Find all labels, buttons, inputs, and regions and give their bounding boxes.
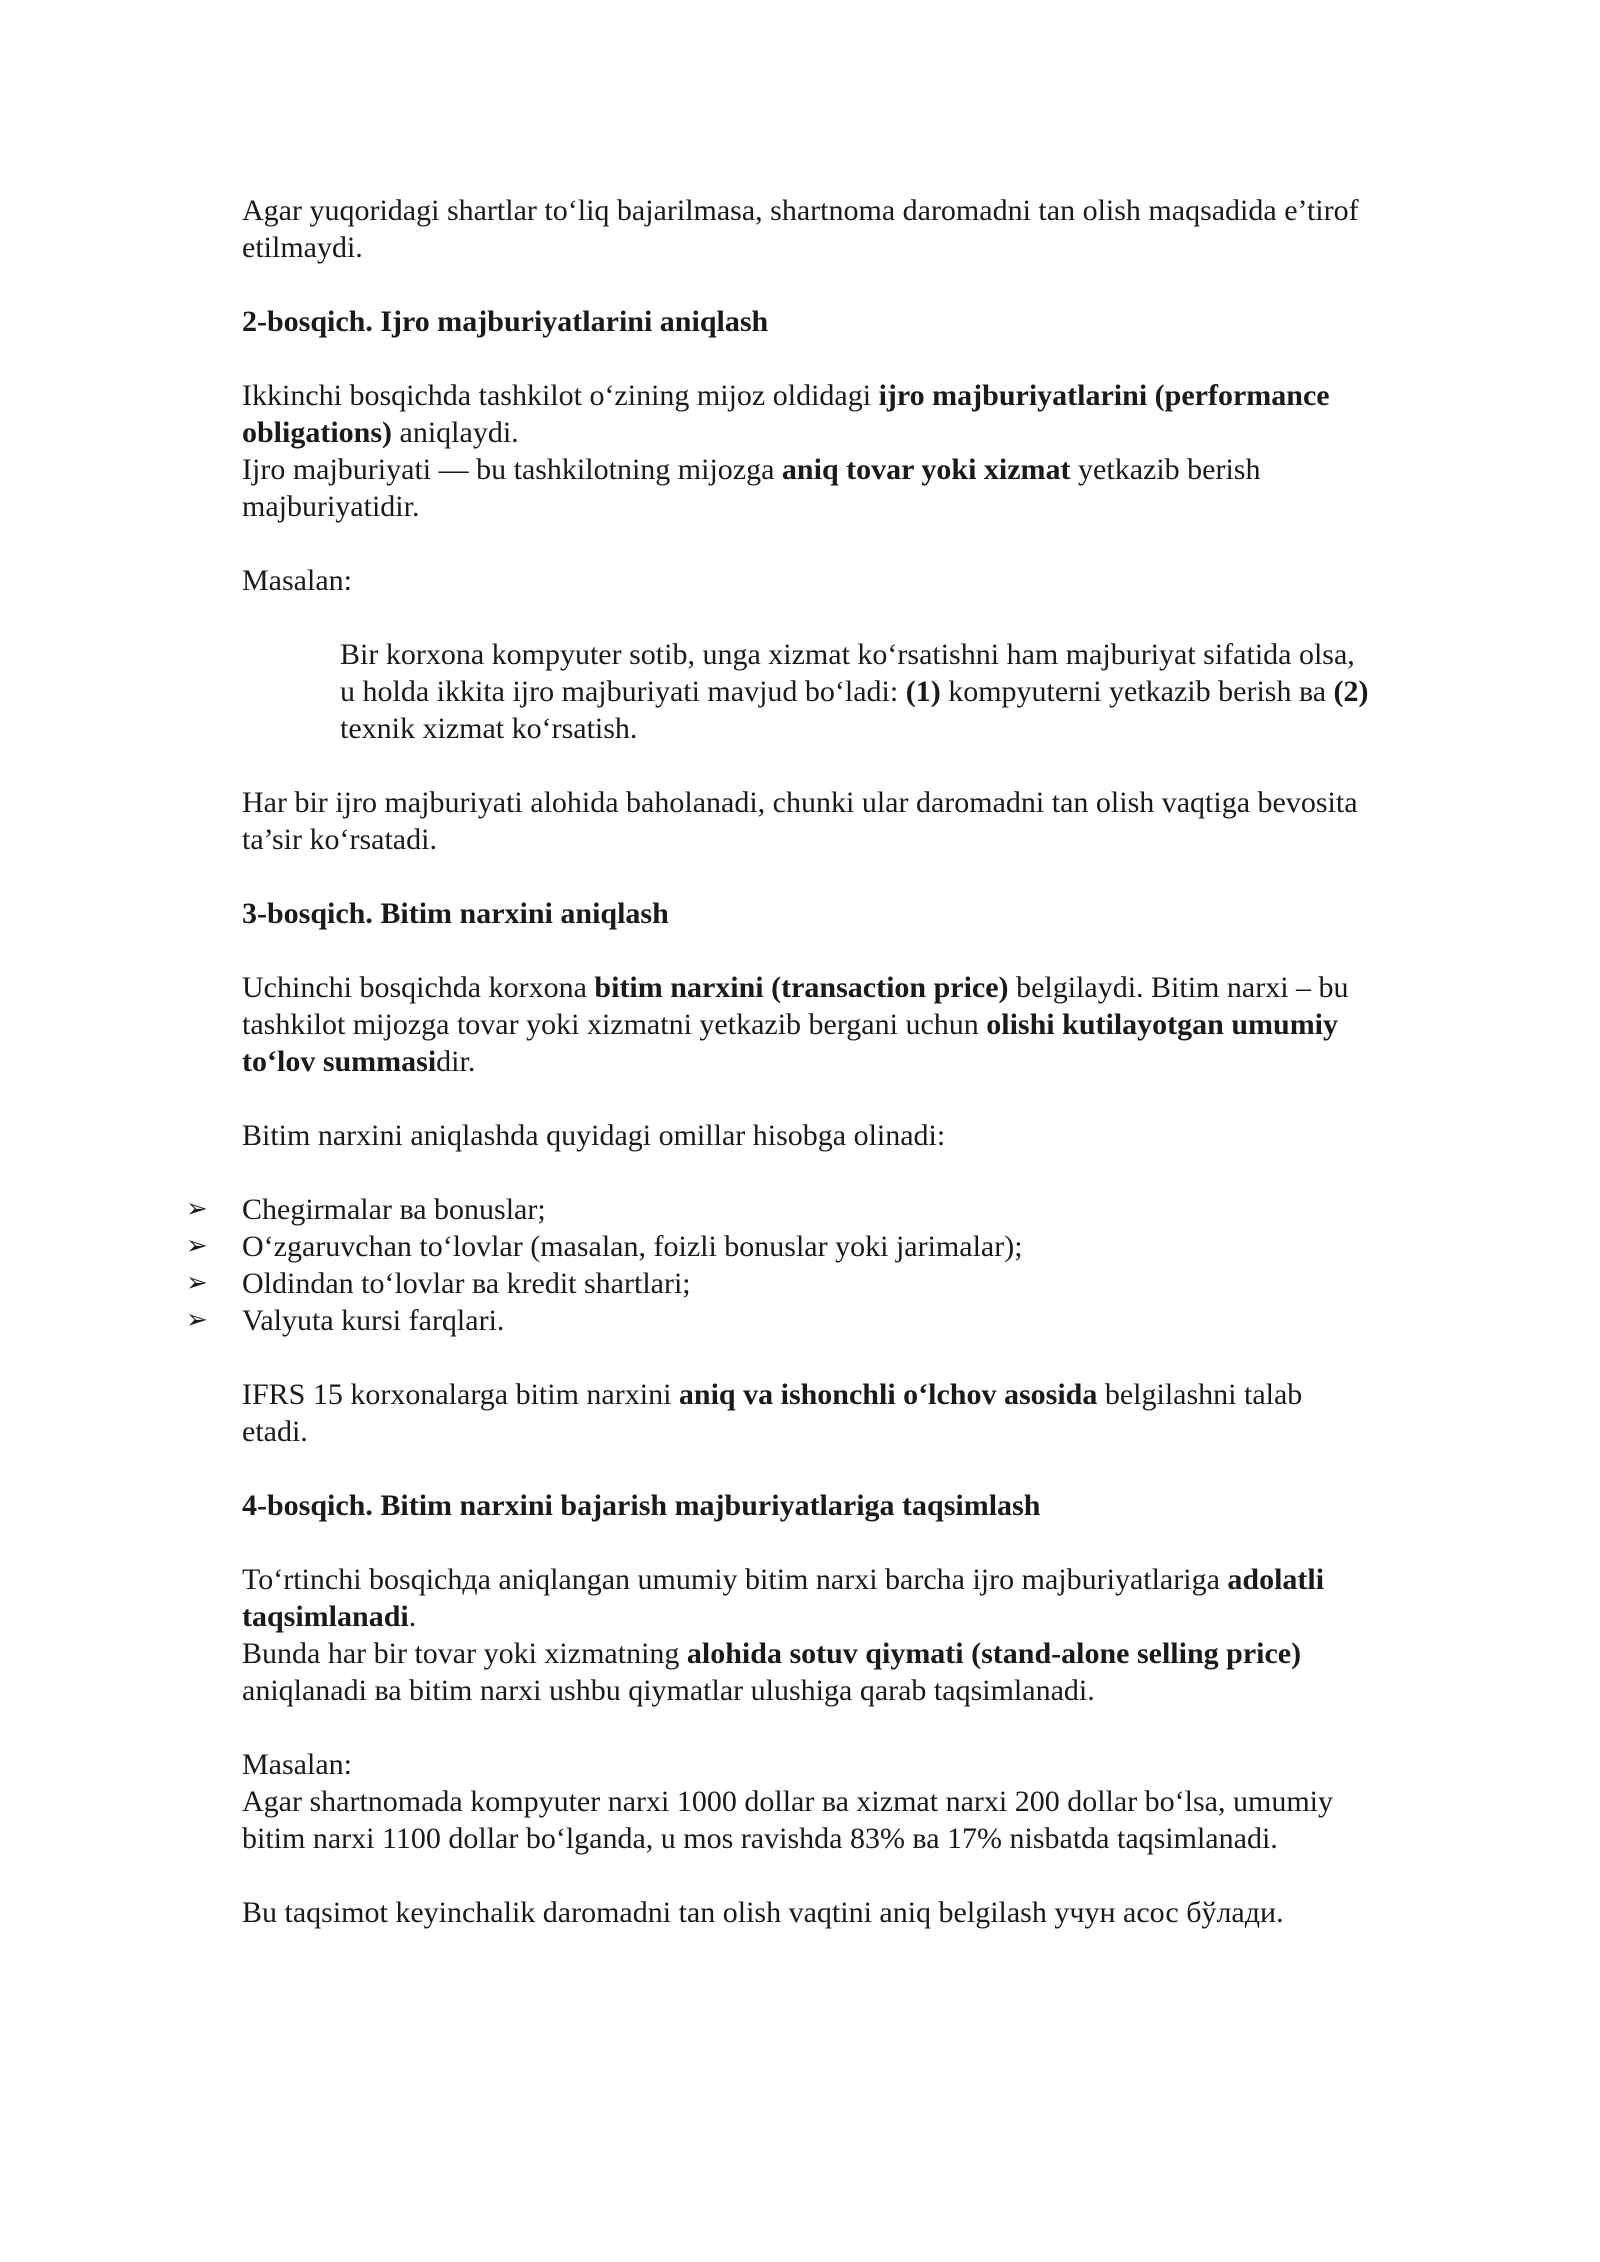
text-run: aniqlaydi. (392, 416, 519, 449)
step2-paragraph-3: Har bir ijro majburiyati alohida baholanadi, chunki ular daromadni tan olish vaqtiga bevosita ta’sir ko‘rsatadi. (242, 786, 1358, 856)
text-run: yetkazib berish majburiyatidir. (242, 453, 1261, 523)
text-run: To‘rtinchi bosqichда aniqlangan umumiy bitim narxi barcha ijro majburiyatlariga (242, 1563, 1228, 1596)
text-run: Uchinchi bosqichda korxona (242, 971, 595, 1004)
bold-term: aniq tovar yoki xizmat (781, 453, 1071, 486)
arrow-bullet-icon: ➢ (186, 1231, 208, 1261)
arrow-bullet-icon: ➢ (186, 1305, 208, 1335)
text-run: Bunda har bir tovar yoki xizmatning (242, 1637, 687, 1670)
step4-example-text: Agar shartnomada kompyuter narxi 1000 dollar ва xizmat narxi 200 dollar bo‘lsa, umumiy bitim narxi 1100 dollar bo‘lganda, u mos ravishda 83% ва 17% nisbatda taqsimlanadi. (242, 1785, 1334, 1855)
bold-term: olishi kutilayotgan umumiy to‘lov summasi (242, 1008, 1339, 1078)
list-item (186, 1265, 1372, 1302)
arrow-bullet-icon: ➢ (186, 1268, 208, 1298)
text-run: . (408, 1600, 417, 1633)
factors-list (186, 1191, 1372, 1339)
list-item-text: Chegirmalar ва bonuslar; (242, 1193, 546, 1226)
list-item (186, 1191, 1372, 1228)
step4-paragraph-3: Bu taqsimot keyinchalik daromadni tan olish vaqtini aniq belgilash учун асос бўлади. (242, 1896, 1284, 1929)
text-run: dir. (436, 1045, 476, 1078)
step2-paragraph-2 (242, 451, 1372, 525)
bold-term: (1) (905, 675, 941, 708)
bold-term: aniq va ishonchli o‘lchov asosida (678, 1378, 1098, 1411)
text-run: aniqlanadi ва bitim narxi ushbu qiymatlar ulushiga qarab taqsimlanadi. (242, 1674, 1095, 1707)
bold-term: (2) (1333, 675, 1369, 708)
step4-example-label: Masalan: (242, 1748, 352, 1781)
text-run: Ikkinchi bosqichda tashkilot o‘zining mijoz oldidagi (242, 379, 879, 412)
step2-paragraph-1 (242, 377, 1372, 451)
text-run: IFRS 15 korxonalarga bitim narxini (242, 1378, 679, 1411)
text-run: belgilashni talab etadi. (242, 1378, 1303, 1448)
step3-heading: 3-bosqich. Bitim narxini aniqlash (242, 897, 669, 930)
list-item (186, 1302, 1372, 1339)
list-item-text: Oldindan to‘lovlar ва kredit shartlari; (242, 1267, 691, 1300)
bold-term: adolatli taqsimlanadi (242, 1563, 1325, 1633)
text-run: texnik xizmat ko‘rsatish. (340, 712, 638, 745)
step2-example-text (340, 636, 1372, 747)
step3-paragraph-3 (242, 1376, 1372, 1450)
step2-heading: 2-bosqich. Ijro majburiyatlarini aniqlash (242, 305, 769, 338)
bold-term: ijro majburiyatlarini (performance obligations) (242, 379, 1330, 449)
intro-paragraph: Agar yuqoridagi shartlar to‘liq bajarilmasa, shartnoma daromadni tan olish maqsadida e’tirof etilmaydi. (242, 194, 1359, 264)
step4-paragraph-2 (242, 1635, 1372, 1709)
text-run: Bir korxona kompyuter sotib, unga xizmat ko‘rsatishni ham majburiyat sifatida olsa, u holda ikkita ijro majburiyati mavjud bo‘ladi: (340, 638, 1355, 708)
step3-paragraph-1 (242, 969, 1372, 1080)
list-item (186, 1228, 1372, 1265)
step3-paragraph-2: Bitim narxini aniqlashda quyidagi omillar hisobga olinadi: (242, 1119, 946, 1152)
step4-paragraph-1 (242, 1561, 1372, 1635)
text-run: Ijro majburiyati — bu tashkilotning mijozga (242, 453, 782, 486)
step2-example-label: Masalan: (242, 564, 352, 597)
arrow-bullet-icon: ➢ (186, 1194, 208, 1224)
document-page (186, 192, 1372, 1968)
list-item-text: Valyuta kursi farqlari. (242, 1304, 505, 1337)
text-run: belgilaydi. Bitim narxi – bu tashkilot mijozga tovar yoki xizmatni yetkazib bergani uchun (242, 971, 1349, 1041)
bold-term: bitim narxini (transaction price) (594, 971, 1009, 1004)
list-item-text: O‘zgaruvchan to‘lovlar (masalan, foizli bonuslar yoki jarimalar); (242, 1230, 1023, 1263)
bold-term: alohida sotuv qiymati (stand-alone selling price) (686, 1637, 1302, 1670)
text-run: kompyuterni yetkazib berish ва (940, 675, 1334, 708)
step4-heading: 4-bosqich. Bitim narxini bajarish majburiyatlariga taqsimlash (242, 1489, 1041, 1522)
